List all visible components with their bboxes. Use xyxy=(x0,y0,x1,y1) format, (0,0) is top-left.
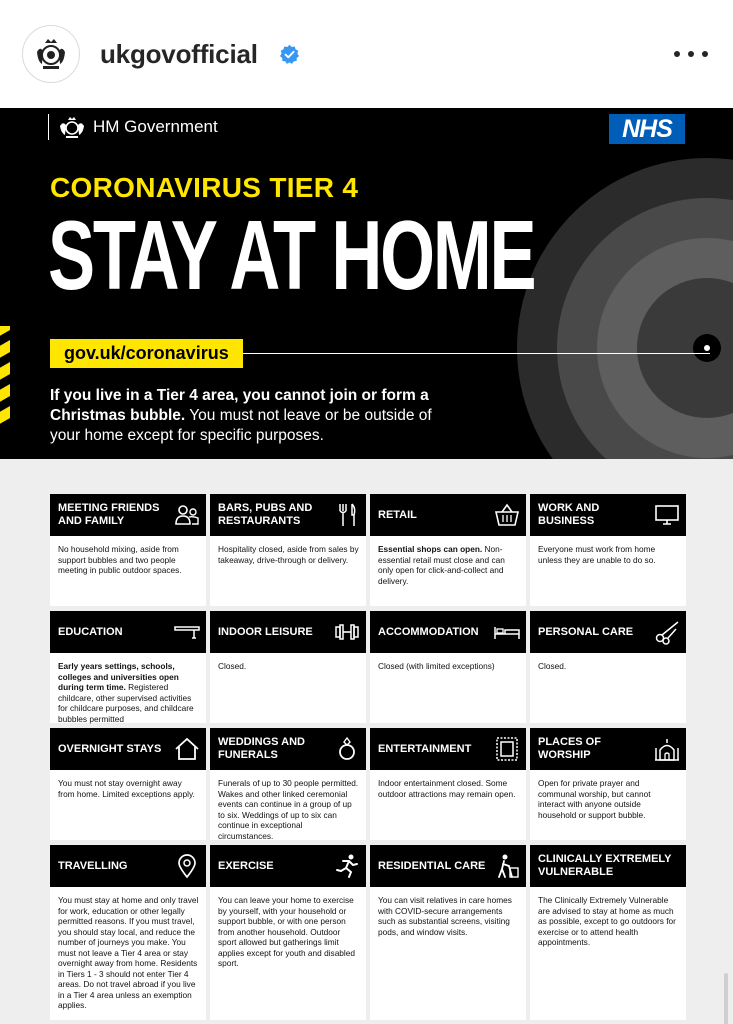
dumbbell-icon xyxy=(334,619,360,645)
card-header xyxy=(210,494,366,536)
royal-crest-icon xyxy=(31,34,71,74)
house-icon xyxy=(174,736,200,762)
mosque-icon xyxy=(654,736,680,762)
card-text-body: Registered childcare, other supervised activities for childcare purposes, and childcare bubbles permitted xyxy=(58,682,194,724)
tier-heading: CORONAVIRUS TIER 4 xyxy=(50,172,359,203)
card-text-body: No household mixing, aside from support bubbles and two people meeting in public outdoor spaces. xyxy=(58,544,182,575)
bed-icon xyxy=(494,619,520,645)
card-header xyxy=(370,494,526,536)
card-bars-pubs-and-restaurants xyxy=(210,494,366,606)
hm-government-logo xyxy=(48,114,218,140)
card-text xyxy=(538,661,680,672)
card-text xyxy=(538,895,680,948)
connector-line xyxy=(240,353,710,354)
card-text-body: The Clinically Extremely Vulnerable are advised to stay at home as much as possible, except to go outdoors for exercise or to attend health appointments. xyxy=(538,895,676,947)
card-header xyxy=(210,611,366,653)
target-circles-graphic xyxy=(517,158,733,459)
card-travelling xyxy=(50,845,206,1020)
card-title: WORK AND BUSINESS xyxy=(538,502,600,527)
dot-icon xyxy=(702,51,708,57)
card-text-bold: Early years settings, schools, colleges and universities open during term time. xyxy=(58,661,179,692)
card-title: RESIDENTIAL CARE xyxy=(378,859,486,872)
card-title: WEDDINGS AND FUNERALS xyxy=(218,736,305,761)
government-label: HM Government xyxy=(93,117,218,136)
card-header xyxy=(50,611,206,653)
card-text xyxy=(378,895,520,937)
card-header xyxy=(50,845,206,887)
crest-icon xyxy=(57,114,87,140)
restrictions-grid xyxy=(0,459,733,1024)
card-title: ACCOMMODATION xyxy=(378,625,479,638)
dot-icon xyxy=(688,51,694,57)
card-education xyxy=(50,611,206,723)
card-text xyxy=(538,544,680,565)
card-title: PERSONAL CARE xyxy=(538,625,634,638)
card-header xyxy=(530,728,686,770)
poster-banner xyxy=(0,108,733,459)
card-title: ENTERTAINMENT xyxy=(378,742,472,755)
ring-icon xyxy=(334,736,360,762)
card-header xyxy=(530,611,686,653)
account-username[interactable]: ukgovofficial xyxy=(100,39,258,69)
intro-rest: You must not leave or be outside of your home except for specific purposes. xyxy=(50,407,432,444)
card-text xyxy=(218,544,360,565)
card-text-body: Non-essential retail must close and can only open for click-and-collect and delivery. xyxy=(378,544,505,586)
card-text xyxy=(378,544,520,586)
profile-avatar[interactable] xyxy=(22,25,80,83)
more-options-button[interactable] xyxy=(674,44,708,64)
intro-text xyxy=(50,386,450,446)
scrollbar[interactable] xyxy=(724,973,728,1024)
card-text-body: Everyone must work from home unless they are unable to do so. xyxy=(538,544,656,565)
card-text-bold: Essential shops can open. xyxy=(378,544,483,554)
card-title: RETAIL xyxy=(378,508,417,521)
card-title: EDUCATION xyxy=(58,625,123,638)
headline: STAY AT HOME xyxy=(48,200,535,310)
card-header xyxy=(530,845,686,887)
card-title: TRAVELLING xyxy=(58,859,128,872)
card-text-body: Closed. xyxy=(538,661,567,671)
card-meeting-friends-and-family xyxy=(50,494,206,606)
intro-bold: If you live in a Tier 4 area, you cannot join or form a Christmas bubble. xyxy=(50,387,429,424)
card-text-body: You can leave your home to exercise by yourself, with your household or support bubble, or with one person from another household. Outdoor sport allowed but gatherings limit applies except for youth and disabled sport. xyxy=(218,895,355,968)
card-text xyxy=(218,895,360,969)
card-text-body: You must not stay overnight away from home. Limited exceptions apply. xyxy=(58,778,195,799)
card-title: BARS, PUBS AND RESTAURANTS xyxy=(218,502,313,527)
monitor-icon xyxy=(654,502,680,528)
card-entertainment xyxy=(370,728,526,840)
card-text xyxy=(58,544,200,576)
card-text xyxy=(218,778,360,841)
nhs-logo: NHS xyxy=(609,114,685,144)
picture-frame-icon xyxy=(494,736,520,762)
card-text xyxy=(378,778,520,799)
card-text-body: Funerals of up to 30 people permitted. Wakes and other linked ceremonial events can continue in a group of up to six. Weddings of up to six can continue in exceptional circumstances. xyxy=(218,778,359,841)
post-header xyxy=(0,0,733,108)
url-row xyxy=(50,339,730,371)
elderly-person-icon xyxy=(494,853,520,879)
card-title: EXERCISE xyxy=(218,859,274,872)
verified-badge-icon xyxy=(279,44,300,65)
card-personal-care xyxy=(530,611,686,723)
card-header xyxy=(210,728,366,770)
card-header xyxy=(370,728,526,770)
card-title: CLINICALLY EXTREMELY VULNERABLE xyxy=(538,853,672,878)
card-header xyxy=(370,845,526,887)
mortarboard-icon xyxy=(174,619,200,645)
card-header xyxy=(210,845,366,887)
card-header xyxy=(50,728,206,770)
card-text-body: Open for private prayer and communal worship, but cannot interact with anyone outside household or support bubble. xyxy=(538,778,651,820)
card-exercise xyxy=(210,845,366,1020)
card-text-body: You can visit relatives in care homes with COVID-secure arrangements such as substantial screens, visiting pods, and window visits. xyxy=(378,895,512,937)
dot-icon xyxy=(674,51,680,57)
card-text xyxy=(58,895,200,1011)
card-title: OVERNIGHT STAYS xyxy=(58,742,162,755)
card-accommodation xyxy=(370,611,526,723)
card-title: PLACES OF WORSHIP xyxy=(538,736,601,761)
cutlery-icon xyxy=(334,502,360,528)
shopping-basket-icon xyxy=(494,502,520,528)
card-text xyxy=(378,661,520,672)
scissors-icon xyxy=(654,619,680,645)
card-text xyxy=(538,778,680,820)
card-text-body: Closed (with limited exceptions) xyxy=(378,661,495,671)
card-places-of-worship xyxy=(530,728,686,840)
runner-icon xyxy=(334,853,360,879)
card-retail xyxy=(370,494,526,606)
card-text-body: Indoor entertainment closed. Some outdoor attractions may remain open. xyxy=(378,778,516,799)
card-clinically-extremely-vulnerable xyxy=(530,845,686,1020)
people-icon xyxy=(174,502,200,528)
coronavirus-link[interactable]: gov.uk/coronavirus xyxy=(50,339,243,368)
card-header xyxy=(50,494,206,536)
card-title: INDOOR LEISURE xyxy=(218,625,313,638)
card-text-body: You must stay at home and only travel for work, education or other legally permitted reasons. If you must travel, you should stay local, and reduce the number of journeys you make. You must not leave a Tier 4 area or stay overnight away from home. Residents in Tiers 1 - 3 should not enter Tier 4 areas. Do not travel abroad if you live in a Tier 4 area unless an exemption applies. xyxy=(58,895,199,1010)
card-text-body: Closed. xyxy=(218,661,247,671)
card-text-body: Hospitality closed, aside from sales by takeaway, drive-through or delivery. xyxy=(218,544,359,565)
card-residential-care xyxy=(370,845,526,1020)
card-text xyxy=(58,661,200,724)
card-indoor-leisure xyxy=(210,611,366,723)
card-header xyxy=(370,611,526,653)
card-text xyxy=(58,778,200,799)
divider xyxy=(48,114,49,140)
hazard-stripes-graphic xyxy=(0,326,10,436)
card-title: MEETING FRIENDS AND FAMILY xyxy=(58,502,160,527)
card-header xyxy=(530,494,686,536)
card-overnight-stays xyxy=(50,728,206,840)
card-text xyxy=(218,661,360,672)
card-work-and-business xyxy=(530,494,686,606)
location-pin-icon xyxy=(174,853,200,879)
card-weddings-and-funerals xyxy=(210,728,366,840)
